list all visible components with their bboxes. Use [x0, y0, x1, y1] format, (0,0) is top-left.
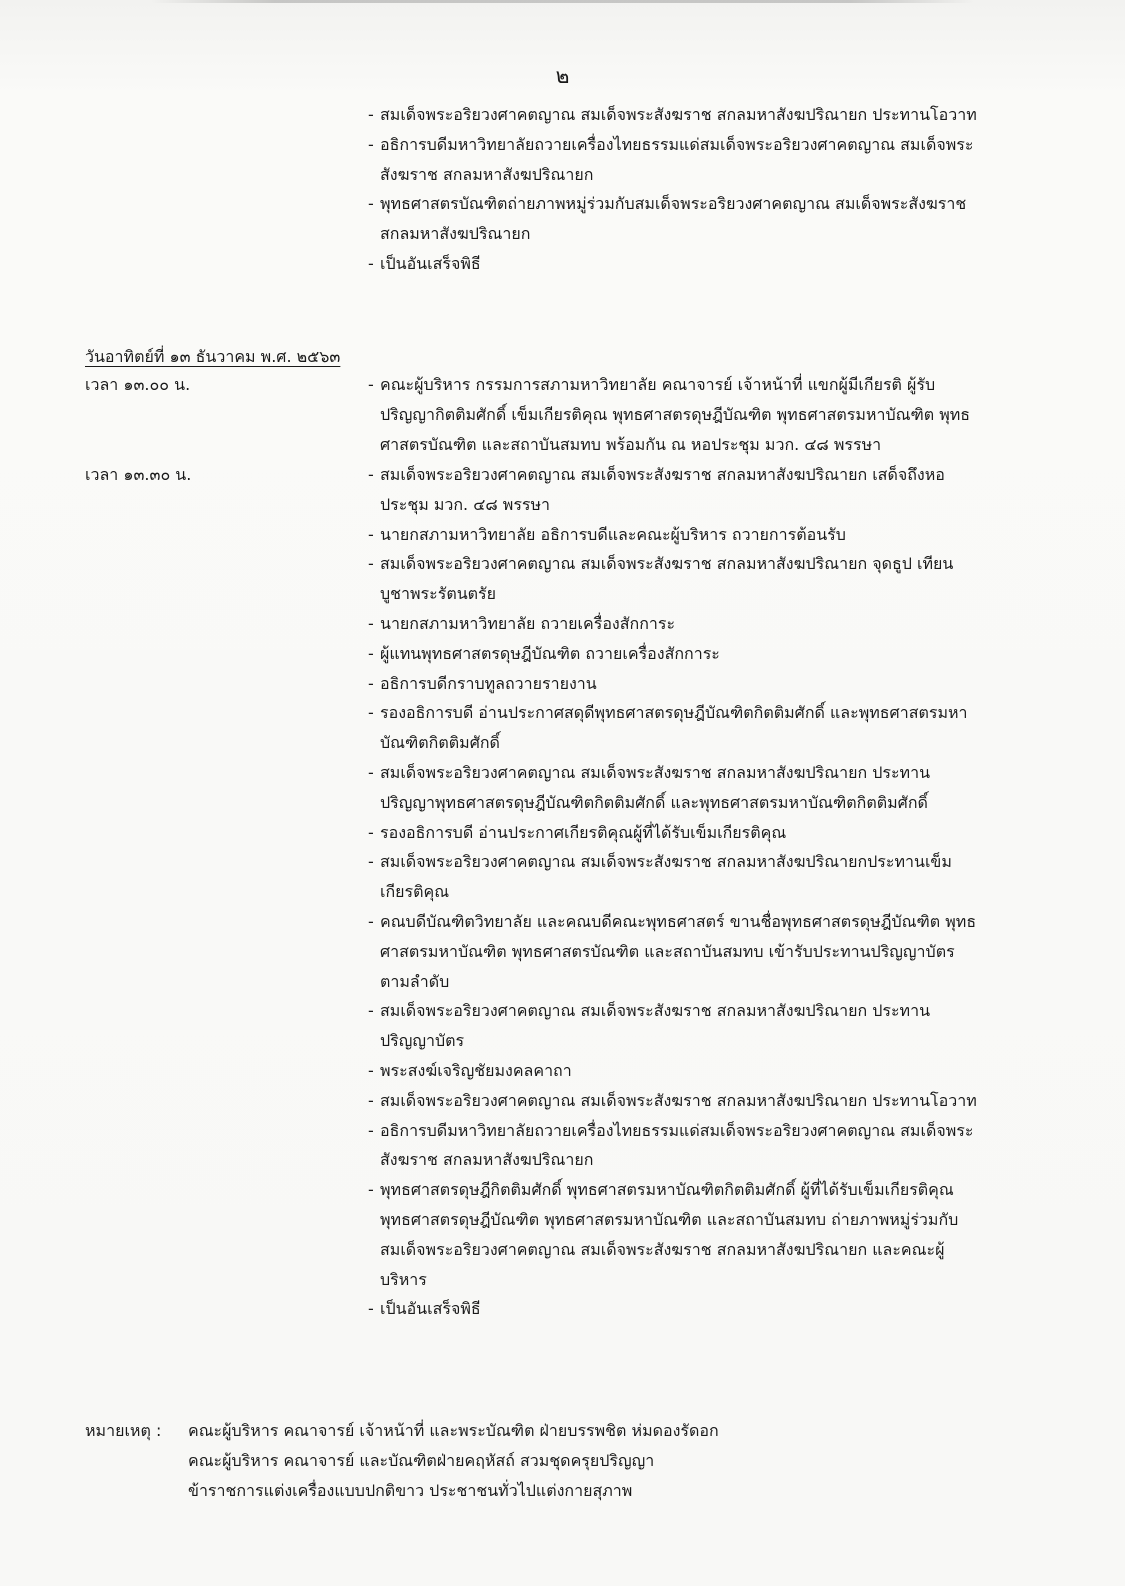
list-item: - พระสงฆ์เจริญชัยมงคลคาถา [368, 1056, 978, 1086]
bullet-dash: - [368, 465, 374, 484]
bullet-dash: - [368, 1180, 374, 1200]
bullet-dash: - [368, 554, 374, 574]
page-number: ๒ [555, 64, 570, 88]
list-item: - เป็นอันเสร็จพิธี [368, 249, 978, 279]
bullet-dash: - [368, 253, 374, 273]
note-line: ข้าราชการแต่งเครื่องแบบปกติขาว ประชาชนทั่วไปแต่งกายสุภาพ [188, 1481, 633, 1500]
schedule-time-1300: เวลา ๑๓.๐๐ น. [85, 375, 191, 394]
bullet-dash: - [368, 105, 374, 124]
note-label: หมายเหตุ : [85, 1421, 162, 1440]
list-item: - สมเด็จพระอริยวงศาคตญาณ สมเด็จพระสังฆราช สกลมหาสังฆปริณายก ประทานโอวาท [368, 1086, 978, 1116]
list-item: - คณะผู้บริหาร กรรมการสภามหาวิทยาลัย คณาจารย์ เจ้าหน้าที่ แขกผู้มีเกียรติ ผู้รับปริญญากิตติมศักดิ์ เข็มเกียรติคุณ พุทธศาสตรดุษฎีบัณฑิต พุทธศาสตรมหาบัณฑิต พุทธศาสตรบัณฑิต และสถาบันสมทบ พร้อมกัน ณ หอประชุม มวก. ๔๘ พรรษา [368, 370, 978, 459]
list-item: - รองอธิการบดี อ่านประกาศเกียรติคุณผู้ที่ได้รับเข็มเกียรติคุณ [368, 818, 978, 848]
list-item: - คณบดีบัณฑิตวิทยาลัย และคณบดีคณะพุทธศาสตร์ ขานชื่อพุทธศาสตรดุษฎีบัณฑิต พุทธศาสตรมหาบัณฑิต พุทธศาสตรบัณฑิต และสถาบันสมทบ เข้ารับประทานปริญญาบัตร ตามลำดับ [368, 907, 978, 996]
bullet-dash: - [368, 194, 374, 214]
list-item: - อธิการบดีมหาวิทยาลัยถวายเครื่องไทยธรรมแด่สมเด็จพระอริยวงศาคตญาณ สมเด็จพระสังฆราช สกลมหาสังฆปริณายก [368, 130, 978, 190]
list-item: - สมเด็จพระอริยวงศาคตญาณ สมเด็จพระสังฆราช สกลมหาสังฆปริณายกประทานเข็มเกียรติคุณ [368, 847, 978, 907]
bullet-dash: - [368, 1299, 374, 1319]
note-line: คณะผู้บริหาร คณาจารย์ และบัณฑิตฝ่ายคฤหัสถ์ สวมชุดครุยปริญญา [188, 1451, 655, 1470]
bullet-dash: - [368, 1090, 374, 1110]
list-item: - นายกสภามหาวิทยาลัย ถวายเครื่องสักการะ [368, 609, 978, 639]
list-item: - อธิการบดีมหาวิทยาลัยถวายเครื่องไทยธรรมแด่สมเด็จพระอริยวงศาคตญาณ สมเด็จพระสังฆราช สกลมหาสังฆปริณายก [368, 1116, 978, 1176]
bullet-dash: - [368, 1060, 374, 1080]
list-item: - พุทธศาสตรบัณฑิตถ่ายภาพหมู่ร่วมกับสมเด็จพระอริยวงศาคตญาณ สมเด็จพระสังฆราช สกลมหาสังฆปริณายก [368, 189, 978, 249]
bullet-dash: - [368, 673, 374, 693]
bullet-dash: - [368, 911, 374, 931]
morning-continuation-list [368, 100, 978, 279]
schedule-items-1300 [368, 370, 978, 459]
list-item: - สมเด็จพระอริยวงศาคตญาณ สมเด็จพระสังฆราช สกลมหาสังฆปริณายก ประทานโอวาท [368, 100, 978, 130]
list-item: - ผู้แทนพุทธศาสตรดุษฎีบัณฑิต ถวายเครื่องสักการะ [368, 639, 978, 669]
bullet-dash: - [368, 852, 374, 872]
schedule-time-1330: เวลา ๑๓.๓๐ น. [85, 465, 192, 484]
note-line: คณะผู้บริหาร คณาจารย์ เจ้าหน้าที่ และพระบัณฑิต ฝ่ายบรรพชิต ห่มดองรัดอก [188, 1421, 719, 1440]
schedule-items-1330 [368, 460, 978, 1324]
day-heading: วันอาทิตย์ที่ ๑๓ ธันวาคม พ.ศ. ๒๕๖๓ [85, 347, 341, 366]
bullet-dash: - [368, 822, 374, 842]
bullet-dash: - [368, 643, 374, 663]
bullet-dash: - [368, 375, 374, 394]
bullet-dash: - [368, 134, 374, 154]
bullet-dash: - [368, 762, 374, 782]
bullet-dash: - [368, 524, 374, 544]
bullet-dash: - [368, 703, 374, 723]
list-item: - นายกสภามหาวิทยาลัย อธิการบดีและคณะผู้บริหาร ถวายการต้อนรับ [368, 520, 978, 550]
list-item: - อธิการบดีกราบทูลถวายรายงาน [368, 669, 978, 699]
bullet-dash: - [368, 1120, 374, 1140]
bullet-dash: - [368, 1001, 374, 1021]
bullet-dash: - [368, 613, 374, 633]
list-item: - เป็นอันเสร็จพิธี [368, 1294, 978, 1324]
list-item: - สมเด็จพระอริยวงศาคตญาณ สมเด็จพระสังฆราช สกลมหาสังฆปริณายก ประทานปริญญาบัตร [368, 996, 978, 1056]
list-item: - สมเด็จพระอริยวงศาคตญาณ สมเด็จพระสังฆราช สกลมหาสังฆปริณายก จุดธูป เทียน บูชาพระรัตนตรัย [368, 549, 978, 609]
list-item: - สมเด็จพระอริยวงศาคตญาณ สมเด็จพระสังฆราช สกลมหาสังฆปริณายก เสด็จถึงหอประชุม มวก. ๔๘ พรรษา [368, 460, 978, 520]
scan-edge [150, 0, 975, 3]
list-item: - สมเด็จพระอริยวงศาคตญาณ สมเด็จพระสังฆราช สกลมหาสังฆปริณายก ประทานปริญญาพุทธศาสตรดุษฎีบัณฑิตกิตติมศักดิ์ และพุทธศาสตรมหาบัณฑิตกิตติมศักดิ์ [368, 758, 978, 818]
list-item: - พุทธศาสตรดุษฎีกิตติมศักดิ์ พุทธศาสตรมหาบัณฑิตกิตติมศักดิ์ ผู้ที่ได้รับเข็มเกียรติคุณ พุทธศาสตรดุษฎีบัณฑิต พุทธศาสตรมหาบัณฑิต และสถาบันสมทบ ถ่ายภาพหมู่ร่วมกับสมเด็จพระอริยวงศาคตญาณ สมเด็จพระสังฆราช สกลมหาสังฆปริณายก และคณะผู้บริหาร [368, 1175, 978, 1294]
note-lines [188, 1416, 908, 1506]
list-item: - รองอธิการบดี อ่านประกาศสดุดีพุทธศาสตรดุษฎีบัณฑิตกิตติมศักดิ์ และพุทธศาสตรมหาบัณฑิตกิตติมศักดิ์ [368, 698, 978, 758]
